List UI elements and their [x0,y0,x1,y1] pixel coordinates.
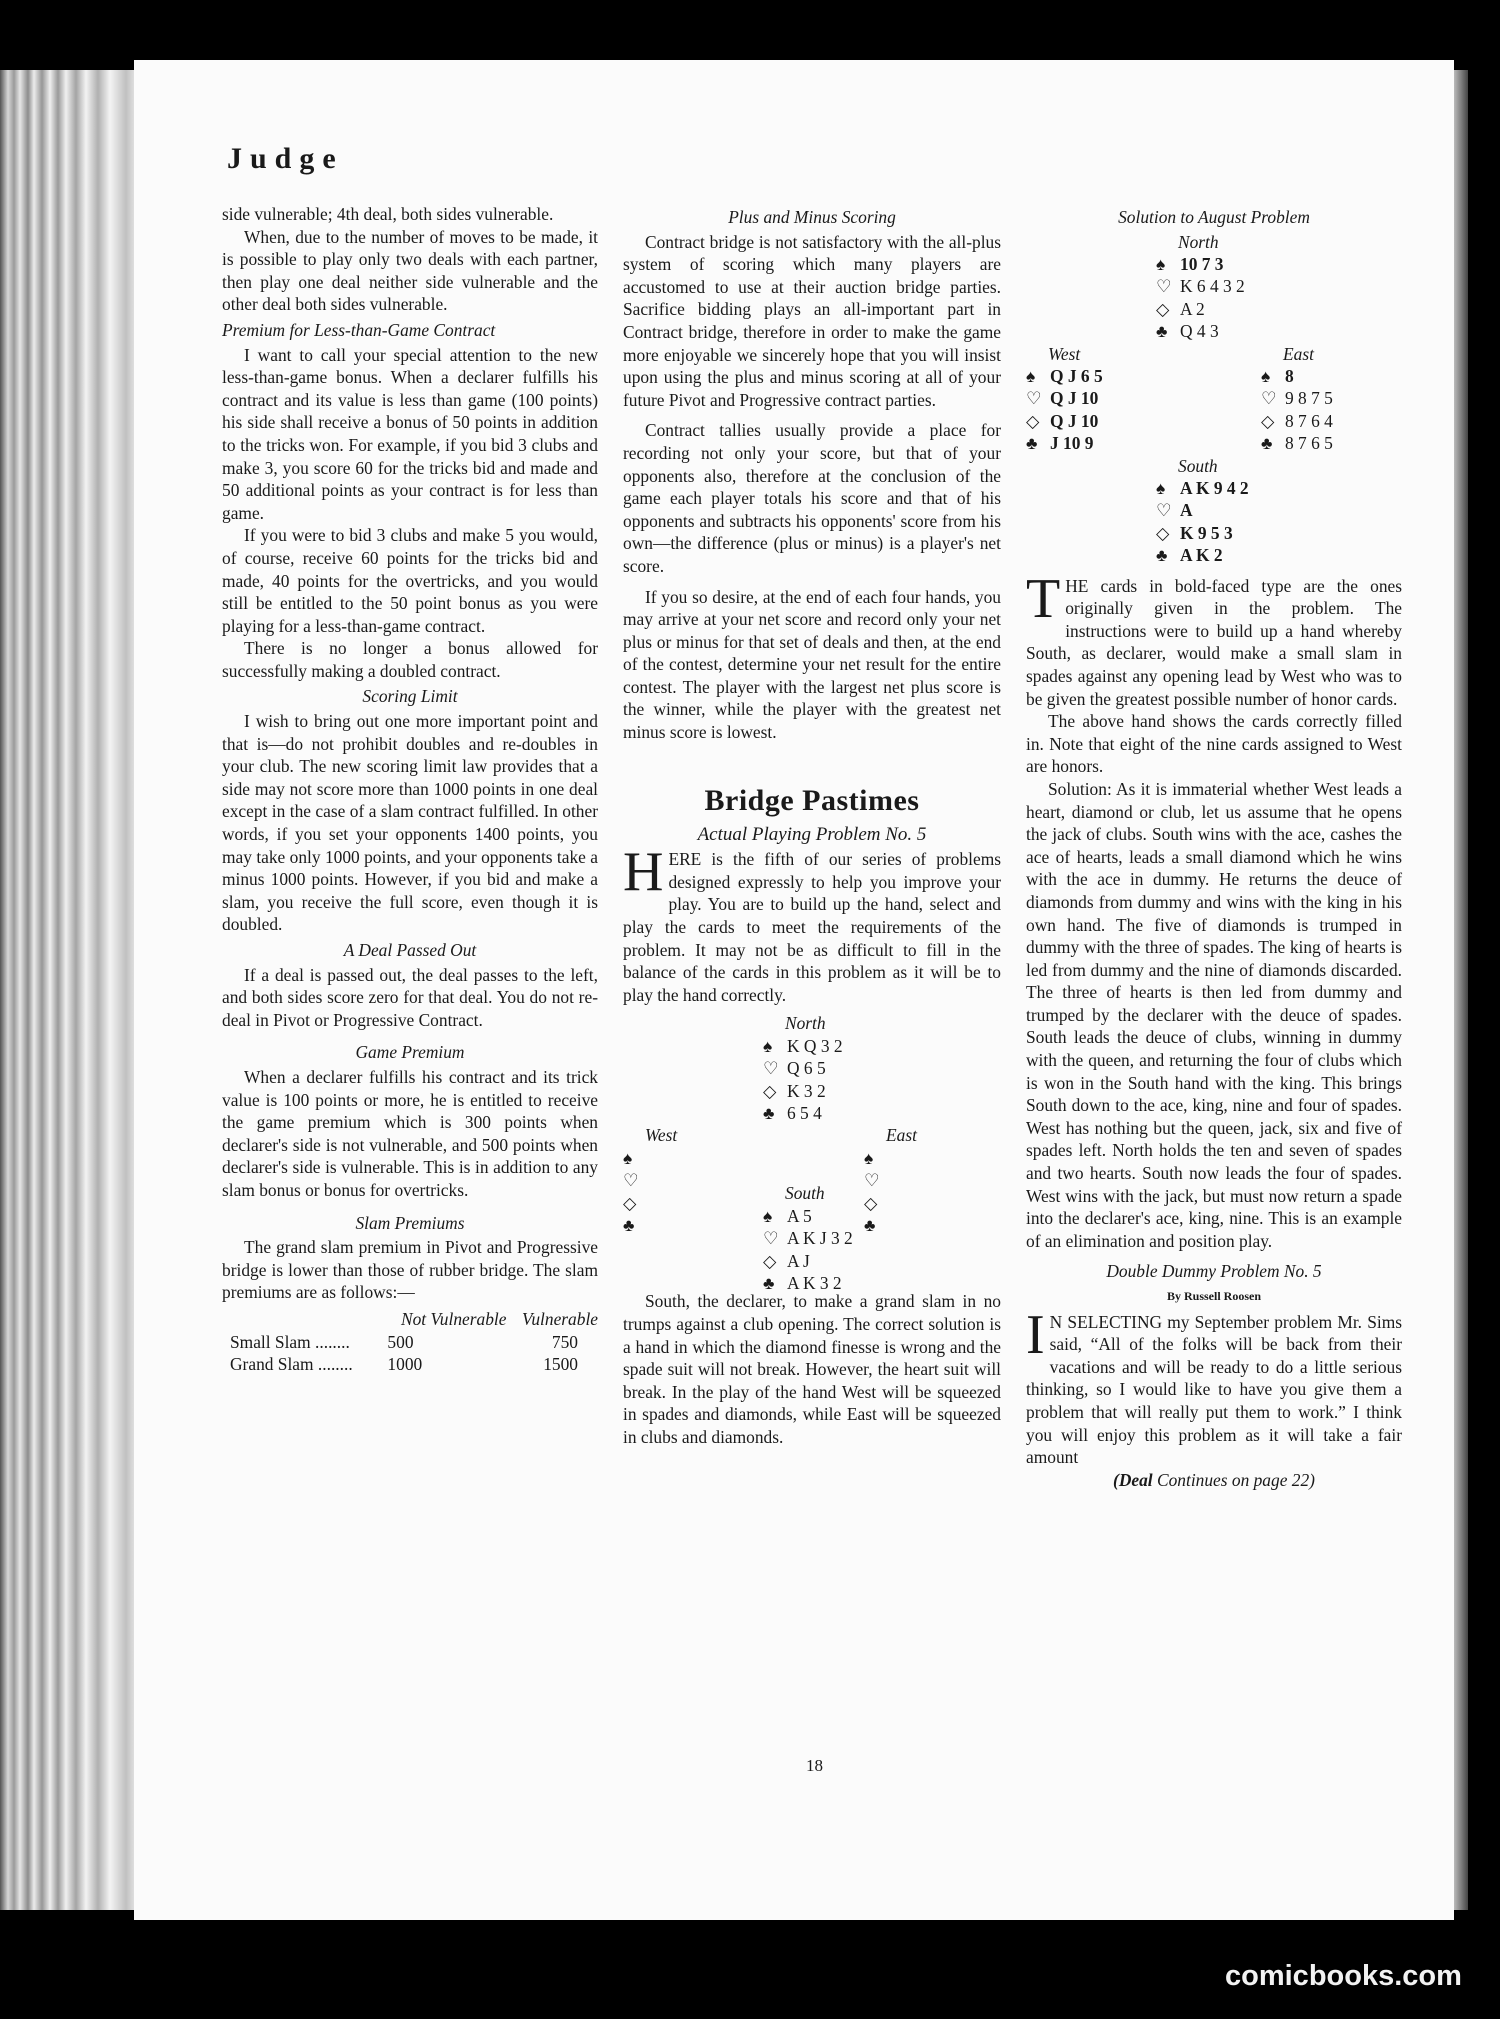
spades-holding: 10 7 3 [1180,254,1224,274]
continued-bold: (Deal [1113,1469,1153,1490]
table-cell: Small Slam ........ [230,1331,350,1352]
spades-holding: 8 [1285,366,1294,386]
table-cell: 1000 [387,1353,423,1374]
page-number: 18 [806,1756,823,1775]
bridge-deal-diagram [1026,231,1402,569]
section-heading: A Deal Passed Out [343,940,477,960]
hand-label: East [886,1125,917,1146]
bridge-deal-diagram [623,1012,1001,1294]
paragraph: If you were to bid 3 clubs and make 5 you would, of course, receive 60 points for the tricks bid and made, 40 points for the overtricks, and you would still be entitled to the 50 point bonus as you were playing for a less-than-game contract. [222,525,598,636]
table-header: Not Vulnerable [400,1308,507,1329]
watermark: comicbooks.com [1225,1960,1462,1992]
north-hand: North ♠ K Q 3 2 ♡ Q 6 5 ◇ K 3 2 ♣ 6 5 4 [763,1013,843,1124]
drop-cap: I [1026,1303,1045,1366]
section-heading: Plus and Minus Scoring [728,207,896,227]
diamonds-holding: 8 7 6 4 [1285,410,1333,431]
paragraph: The grand slam premium in Pivot and Progressive bridge is lower than those of rubber bridge. The slam premiums are as follows:— [222,1237,598,1303]
hearts-holding: A K J 3 2 [787,1228,853,1249]
hearts-holding: K 6 4 3 2 [1180,276,1245,297]
diamonds-holding: A J [787,1250,810,1271]
east-hand: East ♠ 8 ♡ 9 8 7 5 ◇ 8 7 6 4 ♣ 8 7 6 5 [1261,343,1333,454]
south-hand: South ♠ A K 9 4 2 ♡ A ◇ K 9 5 3 ♣ A K 2 [1156,455,1249,566]
table-header: Vulnerable [522,1308,598,1329]
column-3 [1026,203,1402,1491]
table-cell: 1500 [543,1353,578,1374]
drop-cap: H [623,841,664,904]
page-header: Judge [227,142,344,175]
paragraph: I wish to bring out one more important point and that is—do not prohibit doubles and re-doubles in your club. The new scoring limit law provides that a side may not score more than 1000 points in one deal except in the case of a slam contract fulfilled. In other words, if you set your opponents 1400 points, you may take only 1000 points, and your opponents take a minus 1000 points. However, if you bid and make a slam, you receive the full score, even though it is doubled. [222,711,598,935]
hand-label: South [785,1183,825,1204]
paragraph: The above hand shows the cards correctly filled in. Note that eight of the nine cards assigned to West are honors. [1026,711,1402,777]
page-right-edge [1454,70,1468,1910]
table-cell: Grand Slam ........ [230,1353,353,1374]
diamonds-holding: A 2 [1180,298,1205,319]
table-cell: 750 [551,1331,578,1352]
east-hand: East ♠ ♡ ◇ ♣ [864,1125,917,1236]
hearts-holding: Q 6 5 [787,1058,826,1079]
hand-label: South [1178,455,1218,476]
spades-holding: Q J 6 5 [1050,366,1103,386]
spades-holding: K Q 3 2 [787,1035,843,1056]
diamonds-holding: Q J 10 [1050,410,1099,431]
section-heading: Slam Premiums [355,1212,465,1233]
west-hand: West ♠ ♡ ◇ ♣ [623,1125,678,1236]
paragraph: HE cards in bold-faced type are the ones originally given in the problem. The instructions were to build up a hand whereby South, as declarer, would make a small slam in spades against any opening lead by West who was to be given the greatest possible number of honor cards. [1026,575,1402,709]
continued-rest: Continues on page 22) [1157,1469,1315,1490]
hand-label: East [1283,343,1314,364]
table-cell: 500 [387,1331,414,1352]
table-row [222,1353,598,1375]
paragraph: If you so desire, at the end of each four hands, you may arrive at your net score and record only your net plus or minus for that set of deals and then, at the end of the contest, determine your net result for the entire contest. The player with the largest net plus score is the winner, while the player with the greatest net minus score is lowest. [623,586,1001,743]
hand-label: North [1178,231,1219,252]
clubs-holding: A K 2 [1180,545,1223,566]
hand-label: West [1048,343,1081,364]
paragraph: If a deal is passed out, the deal passes to the left, and both sides score zero for that deal. You do not re-deal in Pivot or Progressive Contract. [222,964,598,1030]
section-heading: Premium for Less-than-Game Contract [222,319,496,340]
paragraph: ERE is the fifth of our series of problems designed expressly to help you improve your play. You are to build up the hand, select and play the cards to meet the requirements of the problem. It may not be as difficult to fill in the balance of the cards in this problem as it will be to play the hand correctly. [623,849,1001,1005]
clubs-holding: A K 3 2 [787,1273,842,1294]
section-heading: Game Premium [355,1042,465,1063]
article-title: Bridge Pastimes [704,783,920,817]
byline: By Russell Roosen [1166,1289,1261,1303]
continued-note [1026,1469,1402,1492]
section-heading: Solution to August Problem [1118,207,1310,227]
paragraph: When, due to the number of moves to be made, it is possible to play only two deals with each partner, then play one deal neither side vulnerable and the other deal both sides vulnerable. [222,226,598,315]
column-1 [222,203,598,1375]
table-row [222,1331,598,1353]
clubs-holding: 6 5 4 [787,1103,822,1124]
paragraph: Solution: As it is immaterial whether West leads a heart, diamond or club, let us assume that he opens the jack of clubs. South wins with the ace, cashes the ace of hearts, leads a small diamond which he wins with the ace in dummy. He returns the deuce of diamonds from dummy and wins with the king in his own hand. The five of diamonds is trumped in dummy with the three of spades. The king of hearts is led from dummy and the nine of diamonds discarded. The three of hearts is then led from dummy and trumped by the declarer with the deuce of spades. South leads the deuce of clubs, winning in dummy with the queen, and returning the four of clubs which is won in the South hand with the king. This brings South down to the ace, king, nine and four of spades. West has nothing but the queen, jack, six and five of spades left. North holds the ten and seven of spades and two hearts. South now leads the four of spades. West wins with the jack, but must now return a spade into the declarer's ace, king, nine. This is an example of an elimination and position play. [1026,778,1402,1251]
column-2 [623,203,1001,1449]
hand-label: West [645,1125,678,1146]
drop-cap: T [1026,567,1061,630]
paragraph: I want to call your special attention to the new less-than-game bonus. When a declarer fulfills his contract and its value is less than game (100 points) his side shall receive a bonus of 50 points in addition to the tricks won. For example, if you bid 3 clubs and make 3, you score 60 for the tricks bid and made and 50 additional points as your contract is for less than game. [222,344,598,523]
clubs-holding: 8 7 6 5 [1285,433,1333,454]
section-heading: Double Dummy Problem No. 5 [1106,1261,1322,1282]
south-hand: South ♠ A 5 ♡ A K J 3 2 ◇ A J ♣ A K 3 2 [763,1183,853,1294]
slam-premium-table [222,1308,598,1375]
clubs-holding: J 10 9 [1050,433,1094,454]
hearts-holding: Q J 10 [1050,388,1099,409]
paragraph: South, the declarer, to make a grand slam in no trumps against a club opening. The correct solution is a hand in which the diamond finesse is wrong and the spade suit will not break. However, the heart suit will break. In the play of the hand West will be squeezed in spades and diamonds, while East will be squeezed in clubs and diamonds. [623,1291,1001,1447]
west-hand: West ♠ Q J 6 5 ♡ Q J 10 ◇ Q J 10 ♣ J 10 9 [1026,343,1103,454]
paragraph: N SELECTING my September problem Mr. Sims said, “All of the folks will be back from their vacations and will be ready to do a little serious thinking, so I would like to have you give them a problem that will really put them to work.” I think you will enjoy this problem as it will take a fair amount [1026,1311,1402,1468]
paragraph: Contract tallies usually provide a place for recording not only your score, but that of your opponents also, therefore at the conclusion of the game each player totals his score and that of his opponents and subtracts his opponents' score from his own—the difference (plus or minus) is a player's net score. [623,420,1001,576]
hand-label: North [785,1013,826,1034]
section-heading: Scoring Limit [362,686,458,707]
clubs-holding: Q 4 3 [1180,321,1219,342]
spades-holding: A 5 [787,1205,812,1226]
paragraph: side vulnerable; 4th deal, both sides vulnerable. [222,204,554,224]
paragraph: When a declarer fulfills his contract and its trick value is 100 points or more, he is entitled to receive the game premium which is 300 points when declarer's side is not vulnerable, and 500 points when declarer's side is vulnerable. This is in addition to any slam bonus or bonus for overtricks. [222,1066,598,1200]
spades-holding: A K 9 4 2 [1180,478,1249,498]
hearts-holding: A [1180,500,1193,521]
hearts-holding: 9 8 7 5 [1285,388,1333,409]
paragraph: There is no longer a bonus allowed for successfully making a doubled contract. [222,638,598,681]
article-subtitle: Actual Playing Problem No. 5 [697,823,927,845]
diamonds-holding: K 3 2 [787,1080,826,1101]
north-hand: North ♠ 10 7 3 ♡ K 6 4 3 2 ◇ A 2 ♣ Q 4 3 [1156,231,1245,342]
diamonds-holding: K 9 5 3 [1180,522,1233,543]
paragraph: Contract bridge is not satisfactory with the all-plus system of scoring which many players are accustomed to use at their auction bridge parties. Sacrifice bidding plays an all-important part in Contract bridge, therefore in order to make the game more enjoyable we sincerely hope that you will insist upon using the plus and minus scoring at all of your future Pivot and Progressive contract parties. [623,231,1001,410]
